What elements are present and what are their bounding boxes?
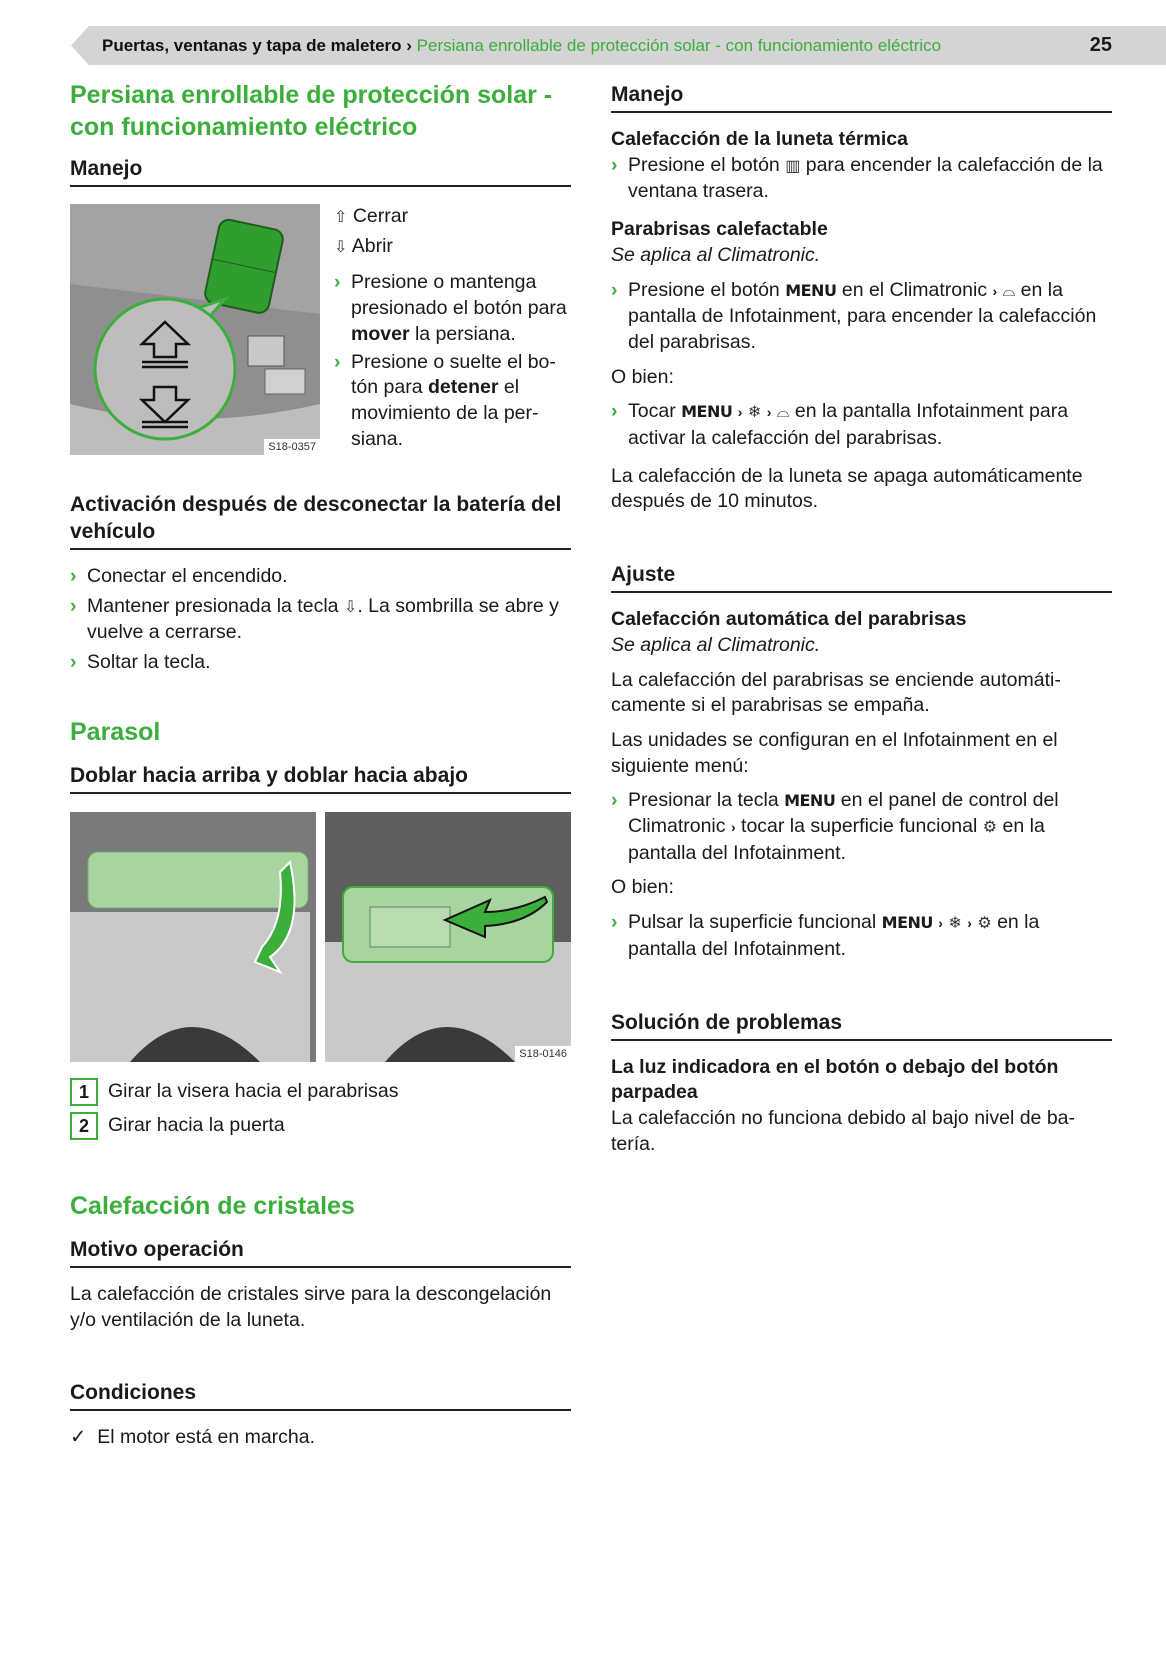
or-text: O bien:: [611, 876, 674, 899]
emphasis: detener: [427, 376, 499, 399]
text: en la pantalla de Infotainment, para encender la calefacción del parabrisas.: [628, 278, 1097, 353]
auto-off-text: La calefacción de la luneta se apaga automáticamente después de 10 minutos.: [611, 464, 1083, 513]
text: Presione o mantenga presionado el botón para: [351, 271, 567, 320]
menu-key: MENU: [784, 791, 836, 811]
snowflake-icon: ❄: [747, 404, 762, 422]
text: Mantener presionada la tecla: [87, 594, 344, 617]
windshield-heat-icon: ⌓: [776, 404, 790, 422]
gear-icon: ⚙: [982, 819, 998, 837]
arrow-icon: ›: [967, 915, 972, 932]
manejo-side-text: [334, 204, 571, 455]
list-item: [611, 910, 1112, 962]
units-text: Las unidades se configuran en el Infotainment en el siguiente menú:: [611, 728, 1058, 777]
arrow-icon: ›: [938, 915, 943, 932]
list-item: [334, 270, 571, 347]
chevron-icon: ›: [70, 594, 77, 617]
header-row: [102, 26, 1112, 65]
gear-icon: ⚙: [977, 915, 992, 933]
breadcrumb-section[interactable]: Puertas, ventanas y tapa de maletero: [102, 35, 402, 55]
heading-parasol: Parasol: [70, 717, 161, 746]
applies-note: Se aplica al Climatronic.: [611, 243, 821, 266]
heading-motivo: Motivo operación: [70, 1236, 571, 1268]
visor-up-illustration: [70, 812, 316, 1062]
text: El motor está en marcha.: [97, 1426, 316, 1449]
activation-list: [70, 564, 571, 676]
legend: [334, 204, 571, 260]
heading-doblar: Doblar hacia arriba y doblar hacia abajo: [70, 762, 571, 794]
breadcrumb: [102, 35, 941, 57]
motivo-text: La calefacción de cristales sirve para la descongelación y/o ventilación de la luneta.: [70, 1282, 552, 1331]
text: tocar la superficie funcional: [735, 815, 983, 838]
breadcrumb-chapter[interactable]: Persiana enrollable de protección solar - con funcionamiento eléctrico: [416, 35, 942, 55]
subheading-luz: La luz indicadora en el botón o debajo del botón parpadea: [611, 1055, 1059, 1104]
legend-label: Cerrar: [352, 205, 409, 227]
chevron-icon: ›: [611, 400, 618, 423]
title-line: Persiana enrollable de protección solar -: [70, 81, 553, 109]
heading-ajuste: Ajuste: [611, 561, 1112, 593]
page-title: [70, 79, 571, 143]
chevron-icon: ›: [611, 278, 618, 301]
open-shade-icon: ⇩: [334, 238, 348, 256]
menu-key: MENU: [681, 402, 733, 422]
list-item: [611, 399, 1112, 451]
chevron-icon: ›: [611, 789, 618, 812]
subheading-luneta: Calefacción de la luneta térmica: [611, 128, 908, 150]
text: Presione el botón: [628, 153, 786, 176]
text: en el Climatronic: [836, 278, 993, 301]
rear-defrost-icon: ▥: [785, 157, 801, 175]
or-text: O bien:: [611, 365, 674, 388]
text: Presionar la tecla: [628, 789, 785, 812]
list-item: [611, 788, 1112, 866]
legend-item: [334, 204, 571, 231]
list-item: [70, 594, 571, 646]
text: Presione o suelte el botón para: [351, 350, 556, 399]
subheading-parabrisas: Parabrisas calefactable: [611, 218, 828, 241]
legend-label: Abrir: [351, 234, 393, 257]
chevron-icon: ›: [334, 350, 341, 373]
text: Presione el botón: [628, 278, 786, 301]
snowflake-icon: ❄: [948, 915, 962, 933]
chevron-icon: ›: [334, 271, 341, 294]
text: en la pantalla del Infotainment.: [628, 815, 1045, 864]
right-column: [611, 81, 1112, 1157]
luz-text: La calefacción no funciona debido al bajo nivel de batería.: [611, 1106, 1076, 1155]
breadcrumb-separator: ›: [406, 35, 412, 55]
arrow-icon: ›: [730, 819, 736, 836]
caption-text: Girar la visera hacia el parabrisas: [108, 1079, 399, 1102]
caption-text: Girar hacia la puerta: [108, 1113, 285, 1136]
shade-switch-illustration: [70, 204, 320, 455]
text: Conectar el encendido.: [87, 565, 288, 587]
close-shade-icon: ⇧: [334, 209, 348, 226]
menu-key: MENU: [881, 913, 933, 933]
chevron-icon: ›: [611, 153, 618, 176]
auto-text: La calefacción del parabrisas se enciende automáticamente si el parabrisas se empaña.: [611, 668, 1061, 717]
figure-shade-switch: [70, 204, 320, 455]
open-shade-icon: ⇩: [343, 598, 358, 616]
arrow-icon: ›: [992, 282, 998, 299]
list-item: [70, 650, 571, 676]
subheading-auto: Calefacción automática del parabrisas: [611, 608, 967, 631]
heading-manejo: Manejo: [70, 155, 571, 187]
list-item: [70, 564, 571, 590]
text: . La sombrilla se abre y vuelve a cerrarse.: [87, 594, 559, 644]
text: el movimiento de la persiana.: [351, 376, 539, 450]
figure-code: S18-0146: [515, 1046, 571, 1062]
legend-item: [334, 234, 571, 261]
caption-item: [70, 1112, 571, 1140]
list-item: [334, 350, 571, 453]
check-icon: ✓: [70, 1426, 87, 1449]
heading-manejo-right: Manejo: [611, 81, 1112, 113]
condition-item: [70, 1425, 571, 1451]
text: Pulsar la superficie funcional: [628, 911, 882, 934]
figure-visor-step1: [70, 812, 316, 1062]
title-line: con funcionamiento eléctrico: [70, 113, 418, 141]
text: en la pantalla Infotainment para activar la calefacción del parabrisas.: [628, 400, 1069, 450]
visor-door-illustration: [325, 812, 571, 1062]
figure-code: S18-0357: [264, 439, 320, 455]
heading-solucion: Solución de problemas: [611, 1009, 1112, 1041]
chevron-icon: ›: [70, 651, 77, 674]
caption-item: [70, 1078, 571, 1106]
arrow-icon: ›: [737, 404, 743, 421]
step-number: 1: [70, 1078, 98, 1106]
text: en la pantalla del Infotainment.: [628, 911, 1040, 960]
heading-activacion: Activación después de desconectar la batería del vehículo: [70, 491, 571, 550]
text: Tocar: [628, 400, 682, 423]
text: la persiana.: [409, 322, 516, 345]
windshield-heat-icon: ⌓: [1002, 282, 1016, 300]
page-number: 25: [1089, 34, 1112, 56]
applies-note: Se aplica al Climatronic.: [611, 633, 821, 656]
list-item: [611, 278, 1112, 356]
chevron-icon: ›: [611, 911, 618, 934]
step-number: 2: [70, 1112, 98, 1140]
caption-list: [70, 1078, 571, 1140]
visor-figures: [70, 812, 571, 1062]
figure-visor-step2: [325, 812, 571, 1062]
text: en el panel de control del Climatronic: [628, 789, 1059, 838]
text: Soltar la tecla.: [87, 651, 211, 674]
heading-cristales: Calefacción de cristales: [70, 1191, 355, 1220]
text: para encender la calefacción de la ventana trasera.: [628, 153, 1103, 203]
chevron-icon: ›: [70, 565, 77, 587]
list-item: [611, 153, 1112, 205]
manejo-figure-row: [70, 204, 571, 455]
arrow-icon: ›: [766, 404, 772, 421]
left-column: [70, 79, 571, 1451]
heading-condiciones: Condiciones: [70, 1379, 571, 1411]
menu-key: MENU: [785, 280, 837, 300]
emphasis: mover: [351, 322, 410, 345]
